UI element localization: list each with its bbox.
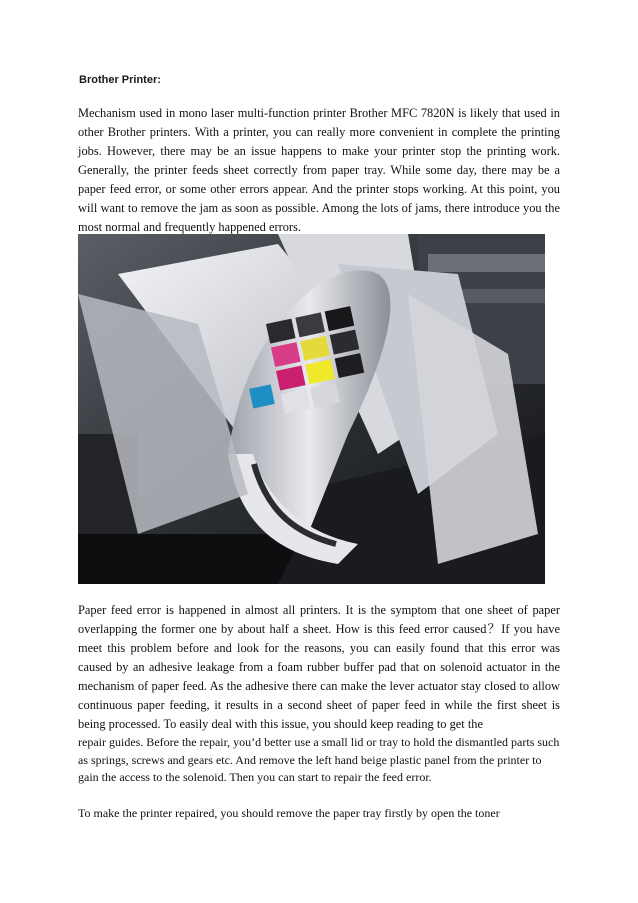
paragraph-feed-error: Paper feed error is happened in almost all printers. It is the symptom that one sheet of paper overlapping the former one by about half a sheet. How is this feed error caused？If you have meet this problem before and look for the reasons, you can easily found that this error was caused by an adhesive leakage from a foam rubber buffer pad that on solenoid actuator in the mechanism of paper feed. As the adhesive there can make the lever actuator stay closed to allow continuous paper feeding, it results in a second sheet of paper feed in while the first sheet is being processed. To easily deal with this issue, you should keep reading to get the <box>78 603 560 731</box>
photo-illustration <box>78 234 545 584</box>
paragraph-repair-guides: repair guides. Before the repair, you’d better use a small lid or tray to hold the dismantled parts such as springs, screws and gears etc. And remove the left hand beige plastic panel from the printer to gain the access to the solenoid. Then you can start to repair the feed error. <box>78 735 560 785</box>
section-heading: Brother Printer: <box>79 74 161 86</box>
paragraph-remove-tray: To make the printer repaired, you should remove the paper tray firstly by open the toner <box>78 806 500 820</box>
paragraph-intro: Mechanism used in mono laser multi-function printer Brother MFC 7820N is likely that used in other Brother printers. With a printer, you can really more convenient in complete the printing jobs. However, there may be an issue happens to make your printer stop the printing work. Generally, the printer feeds sheet correctly from paper tray. While some day, there may be a paper feed error, or some other errors appear. And the printer stops working. At this point, you will want to remove the jam as soon as possible. Among the lots of jams, there introduce you the most normal and frequently happened errors. <box>78 106 560 234</box>
printer-paper-photo <box>78 234 545 584</box>
